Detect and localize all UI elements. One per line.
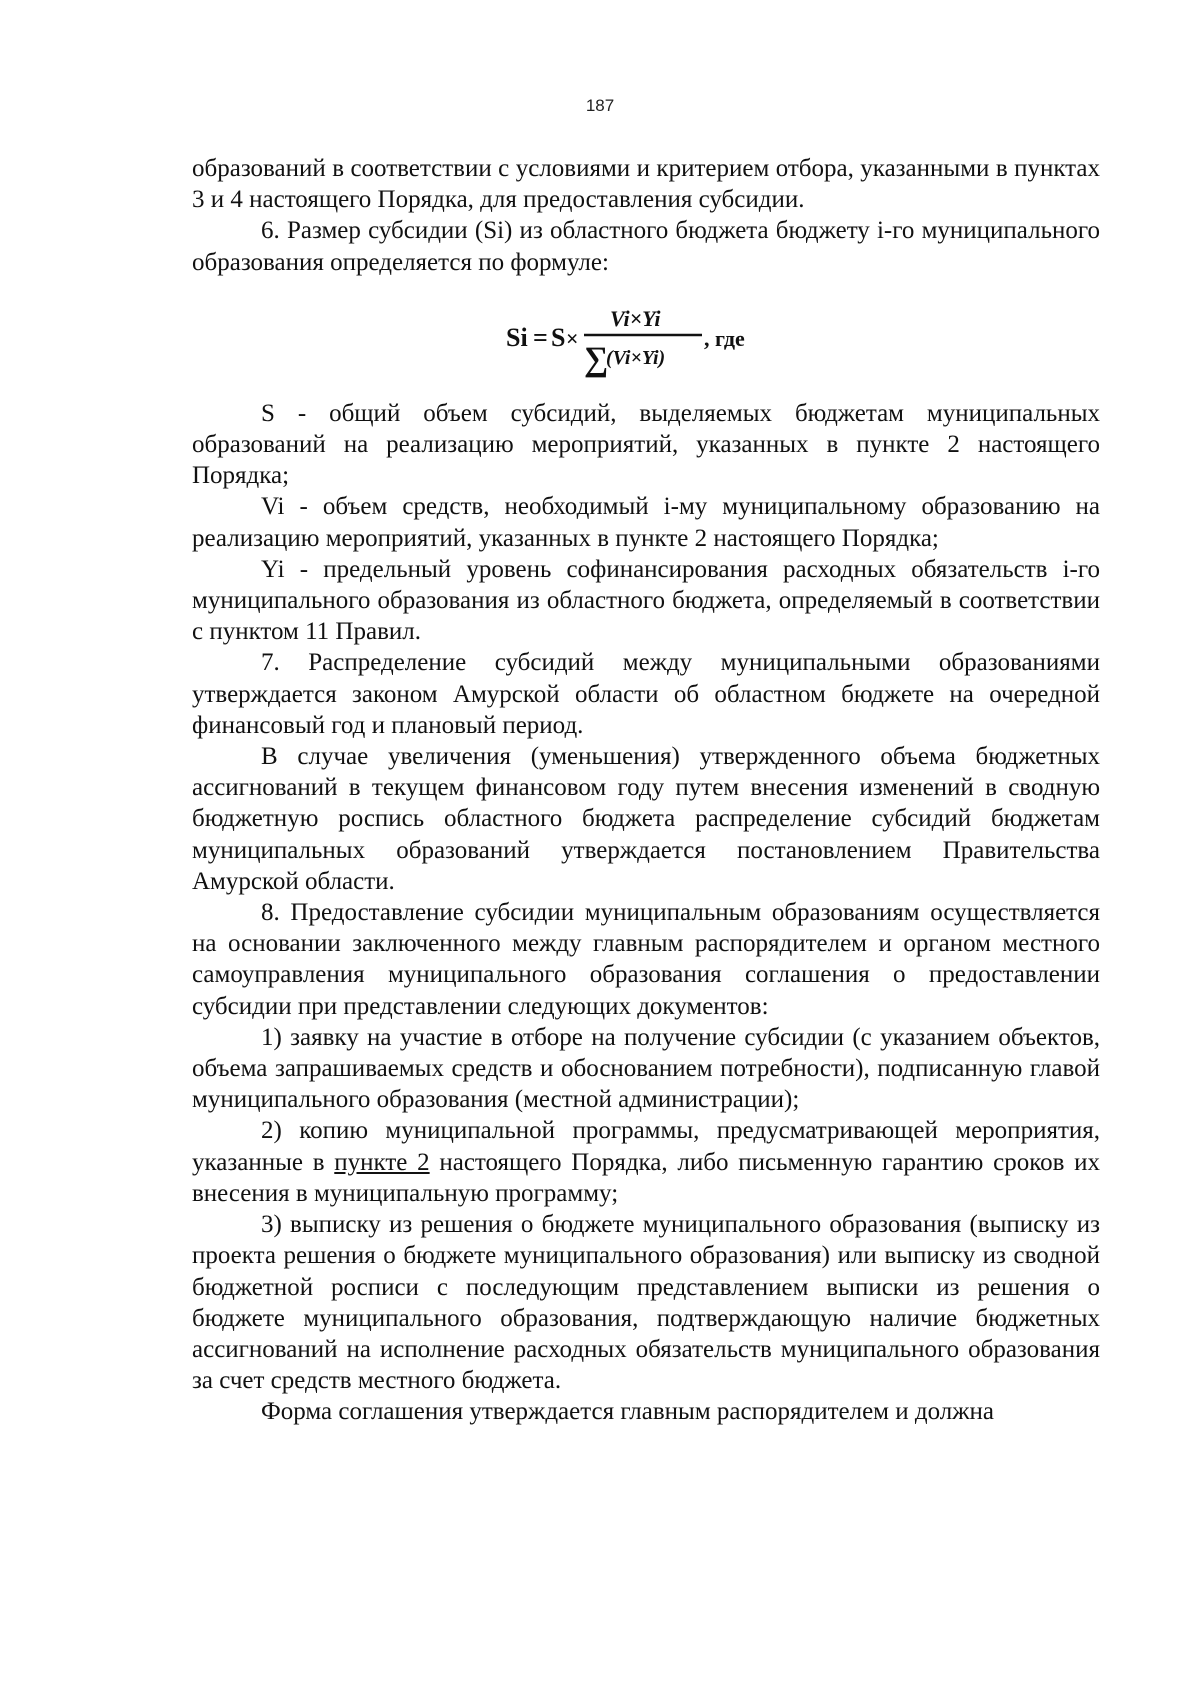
definition-yi: Yi - предельный уровень софинансирования расходных обязательств i-го муниципального образования из областного бюджета, определяемый в соответствии с пунктом 11 Правил. (192, 555, 1100, 646)
list-item-2 (192, 1115, 1100, 1209)
formula-denominator: (Vi×Yi) (606, 346, 666, 369)
subsidy-formula (192, 278, 1100, 398)
sigma-symbol: ∑ (584, 340, 609, 378)
document-body (192, 153, 1100, 1428)
formula-s: S (551, 322, 566, 352)
paragraph-8: 8. Предоставление субсидии муниципальным образованиям осуществляется на основании заключенного между главным распорядителем и органом местного самоуправления муниципального образования соглашения о предоставлении субсидии при представлении следующих документов: (192, 899, 1100, 1020)
list-item-1: 1) заявку на участие в отборе на получение субсидии (с указанием объектов, объема запрашиваемых средств и обоснованием потребности), подписанную главой муниципального образования (местной администрации); (192, 1023, 1100, 1114)
paragraph-7: 7. Распределение субсидий между муниципальными образованиями утверждается законом Амурской области об областном бюджете на очередной финансовый год и плановый период. (192, 649, 1100, 739)
definition-vi: Vi - объем средств, необходимый i-му муниципальному образованию на реализацию мероприятий, указанных в пункте 2 настоящего Порядка; (192, 493, 1100, 552)
definition-s: S - общий объем субсидий, выделяемых бюджетам муниципальных образований на реализацию мероприятий, указанных в пункте 2 настоящего Порядка; (192, 399, 1100, 490)
list-item-2-text-before: 2) копию муниципальной программы, предусматривающей мероприятия, указанные в (192, 1117, 1100, 1176)
clause-2-link[interactable]: пункте 2 (334, 1148, 430, 1176)
formula-numerator: Vi×Yi (610, 305, 661, 331)
list-item-3: 3) выписку из решения о бюджете муниципального образования (выписку из проекта решения о бюджете муниципального образования) или выписку из сводной бюджетной росписи с последующим представлением выписки из решения о бюджете муниципального образования, подтверждающую наличие бюджетных ассигнований на исполнение расходных обязательств муниципального образования за счет средств местного бюджета. (192, 1211, 1100, 1395)
formula-graphic (506, 290, 786, 386)
formula-suffix: , где (704, 325, 745, 351)
paragraph-agreement-form: Форма соглашения утверждается главным распорядителем и должна (261, 1398, 994, 1426)
paragraph-continuation: образований в соответствии с условиями и критерием отбора, указанными в пунктах 3 и 4 настоящего Порядка, для предоставления субсидии. (192, 155, 1100, 214)
paragraph-6: 6. Размер субсидии (Si) из областного бюджета бюджету i-го муниципального образования определяется по формуле: (192, 217, 1100, 276)
formula-equals: = (533, 322, 548, 352)
page-number: 187 (585, 96, 615, 115)
formula-times: × (566, 325, 579, 351)
formula-lhs: Si (506, 322, 528, 352)
list-item-2-text-after: настоящего Порядка, либо письменную гарантию сроков их внесения в муниципальную программу; (192, 1148, 1100, 1207)
paragraph-7-continued: В случае увеличения (уменьшения) утвержденного объема бюджетных ассигнований в текущем финансовом году путем внесения изменений в сводную бюджетную роспись областного бюджета распределение субсидий бюджетам муниципальных образований утверждается постановлением Правительства Амурской области. (192, 743, 1100, 895)
